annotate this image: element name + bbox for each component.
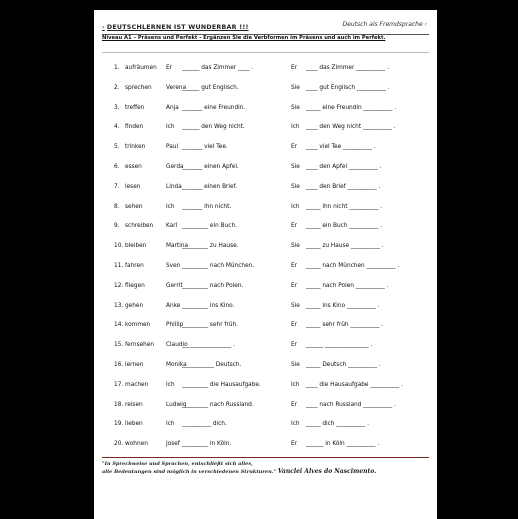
- perfect-subject: Ich: [291, 381, 300, 388]
- perfect-subject: Sie: [291, 183, 300, 190]
- perfect-blank: ______ in Köln __________ .: [306, 441, 380, 448]
- footer-divider: [102, 457, 429, 458]
- present-blank: _________ nach München.: [182, 263, 255, 269]
- exercise-number: 13.: [114, 302, 124, 309]
- perfect-subject: Er: [291, 342, 298, 349]
- exercise-row: [94, 342, 437, 353]
- perfect-subject: Sie: [291, 302, 300, 309]
- exercise-number: 8.: [114, 203, 120, 210]
- perfect-subject: Er: [291, 223, 298, 230]
- perfect-blank: ____ gut Englisch __________ .: [306, 84, 390, 91]
- present-subject: Claudio: [166, 342, 188, 349]
- present-subject: Phillip: [166, 322, 184, 329]
- exercise-verb: fliegen: [125, 282, 145, 289]
- exercise-number: 14.: [114, 322, 124, 329]
- exercise-row: [94, 65, 437, 76]
- present-subject: Ich: [166, 421, 175, 428]
- present-subject: Karl: [166, 223, 178, 230]
- exercise-verb: sprechen: [125, 84, 152, 91]
- exercise-verb: aufräumen: [125, 65, 157, 71]
- exercise-row: [94, 105, 437, 116]
- present-blank: __________ dich.: [182, 421, 227, 428]
- worksheet-title: [102, 24, 249, 31]
- perfect-blank: _____ nach München __________ .: [306, 263, 400, 269]
- present-blank: _______ eine Freundin.: [182, 104, 246, 111]
- exercise-number: 3.: [114, 104, 120, 111]
- perfect-subject: Sie: [291, 362, 300, 368]
- present-subject: Monika: [166, 362, 187, 368]
- present-subject: Anja: [166, 104, 179, 111]
- exercise-row: [94, 421, 437, 432]
- present-blank: ______ das Zimmer ____ .: [182, 65, 254, 71]
- exercise-verb: kommen: [125, 322, 151, 329]
- exercise-verb: lieben: [125, 421, 143, 428]
- present-subject: Martina: [166, 243, 189, 250]
- exercise-verb: gehen: [125, 302, 144, 309]
- present-blank: _________ ins Kino.: [182, 302, 235, 309]
- present-blank: _________ nach Russland.: [182, 401, 254, 408]
- present-blank: _______ einen Apfel.: [182, 164, 239, 170]
- perfect-subject: Er: [291, 65, 298, 71]
- exercise-verb: lernen: [125, 362, 144, 368]
- present-blank: _________ sehr früh.: [182, 322, 239, 329]
- exercise-row: [94, 263, 437, 274]
- present-subject: Ich: [166, 381, 175, 388]
- present-subject: Verena: [166, 84, 187, 91]
- perfect-blank: ____ das Zimmer __________ .: [306, 65, 389, 71]
- perfect-blank: _____ ein Buch __________ .: [306, 223, 383, 230]
- present-blank: _______ ihn nicht.: [182, 203, 232, 210]
- exercise-number: 6.: [114, 164, 120, 170]
- exercise-row: [94, 303, 437, 314]
- perfect-blank: _____ eine Freundin __________ .: [306, 104, 397, 111]
- present-subject: Ich: [166, 124, 175, 131]
- present-subject: Josef: [166, 441, 180, 448]
- present-blank: _________ ein Buch.: [182, 223, 237, 230]
- present-subject: Linda: [166, 183, 182, 190]
- present-subject: Sven: [166, 263, 181, 269]
- exercise-number: 17.: [114, 381, 124, 388]
- title-text: DEUTSCHLERNEN IST WUNDERBAR !!!: [106, 24, 249, 31]
- perfect-blank: ____ den Brief __________ .: [306, 183, 381, 190]
- perfect-blank: _____ nach Polen __________ .: [306, 282, 389, 289]
- exercise-number: 4.: [114, 124, 120, 131]
- exercise-number: 16.: [114, 362, 124, 368]
- exercise-verb: bleiben: [125, 243, 147, 250]
- exercise-row: [94, 223, 437, 234]
- exercise-verb: essen: [125, 164, 142, 170]
- course-subtitle: [343, 21, 427, 28]
- worksheet-page: [94, 10, 437, 519]
- present-subject: Gerda: [166, 164, 184, 170]
- exercise-verb: wohnen: [125, 441, 148, 448]
- exercise-verb: fahren: [125, 263, 144, 269]
- present-blank: _________________ .: [182, 342, 235, 349]
- perfect-subject: Er: [291, 282, 298, 289]
- exercise-row: [94, 402, 437, 413]
- exercise-row: [94, 382, 437, 393]
- exercise-row: [94, 441, 437, 452]
- exercise-verb: machen: [125, 381, 149, 388]
- exercise-number: 11.: [114, 263, 124, 269]
- present-subject: Paul: [166, 144, 179, 151]
- perfect-subject: Ich: [291, 124, 300, 131]
- perfect-subject: Er: [291, 441, 298, 448]
- arrow-icon: ›: [102, 24, 105, 31]
- present-subject: Ludwig: [166, 401, 187, 408]
- exercise-verb: treffen: [125, 104, 145, 111]
- exercise-row: [94, 204, 437, 215]
- perfect-subject: Ich: [291, 203, 300, 210]
- exercise-verb: lesen: [125, 183, 141, 190]
- arrow-marker-icon: ‹: [424, 21, 427, 28]
- perfect-blank: _____ zu Hause __________ .: [306, 243, 384, 250]
- exercise-number: 15.: [114, 342, 124, 349]
- perfect-subject: Sie: [291, 243, 300, 250]
- quote-line-2: alle Bedeutungen sind möglich in verschiedenen Strukturen.": [102, 469, 277, 475]
- present-blank: _________ nach Polen.: [182, 282, 244, 289]
- instruction-divider: [102, 52, 429, 53]
- exercise-row: [94, 164, 437, 175]
- exercise-row: [94, 184, 437, 195]
- exercise-verb: finden: [125, 124, 144, 131]
- present-subject: Gerrit: [166, 282, 183, 289]
- perfect-blank: ____ nach Russland __________ .: [306, 401, 396, 408]
- present-blank: _______ viel Tee.: [182, 144, 228, 151]
- exercise-row: [94, 124, 437, 135]
- perfect-blank: ____ viel Tee __________ .: [306, 144, 376, 151]
- present-subject: Ich: [166, 203, 175, 210]
- subtitle-text: Deutsch als Fremdsprache: [342, 21, 423, 28]
- perfect-blank: ____ den Weg nicht __________ .: [306, 124, 396, 131]
- perfect-blank: _____ sehr früh __________ .: [306, 322, 384, 329]
- exercise-verb: trinken: [125, 144, 146, 151]
- perfect-blank: _____ Deutsch __________ .: [306, 362, 381, 368]
- present-blank: ___________ Deutsch.: [182, 362, 242, 368]
- exercise-number: 12.: [114, 282, 124, 289]
- present-subject: Er: [166, 65, 173, 71]
- exercise-row: [94, 243, 437, 254]
- perfect-subject: Er: [291, 322, 298, 329]
- exercise-number: 1.: [114, 65, 120, 71]
- exercise-number: 18.: [114, 401, 124, 408]
- exercise-verb: sehen: [125, 203, 143, 210]
- perfect-subject: Ich: [291, 421, 300, 428]
- exercise-number: 2.: [114, 84, 120, 91]
- exercise-number: 19.: [114, 421, 124, 428]
- exercise-verb: reisen: [125, 401, 143, 408]
- exercise-number: 7.: [114, 183, 120, 190]
- perfect-subject: Sie: [291, 84, 300, 91]
- perfect-blank: ____ den Apfel __________ .: [306, 164, 382, 170]
- present-blank: _______ einen Brief.: [182, 183, 238, 190]
- exercise-verb: schreiben: [125, 223, 154, 230]
- exercise-verb: fernsehen: [125, 342, 155, 349]
- perfect-subject: Sie: [291, 104, 300, 111]
- instruction-text: Niveau A1 – Präsens und Perfekt - Ergänzen Sie die Verbformen im Präsens und auch im Perfekt.: [102, 35, 386, 41]
- present-blank: _________ zu Hause.: [182, 243, 239, 250]
- perfect-blank: _____ dich __________ .: [306, 421, 369, 428]
- present-blank: ______ gut Englisch.: [182, 84, 239, 91]
- perfect-subject: Er: [291, 144, 298, 151]
- present-blank: ______ den Weg nicht.: [182, 124, 245, 131]
- perfect-subject: Er: [291, 263, 298, 269]
- perfect-blank: ______ _______________ .: [306, 342, 373, 349]
- present-blank: _________ in Köln.: [182, 441, 232, 448]
- exercise-number: 9.: [114, 223, 120, 230]
- perfect-subject: Er: [291, 401, 298, 408]
- exercise-number: 5.: [114, 144, 120, 151]
- present-blank: _________ die Hausaufgabe.: [182, 381, 261, 388]
- exercise-number: 20.: [114, 441, 124, 448]
- exercise-row: [94, 85, 437, 96]
- perfect-blank: _____ ihn nicht __________ .: [306, 203, 383, 210]
- present-subject: Anke: [166, 302, 181, 309]
- quote-author: Vanclei Alves do Nascimento.: [277, 468, 377, 475]
- exercise-row: [94, 322, 437, 333]
- exercise-row: [94, 144, 437, 155]
- exercise-number: 10.: [114, 243, 124, 250]
- perfect-blank: ____ die Hausaufgabe __________ .: [306, 381, 403, 388]
- perfect-subject: Sie: [291, 164, 300, 170]
- quote-line-1: "In Sprechweise und Sprachen, entschließt sich alles,: [102, 461, 253, 467]
- perfect-blank: _____ ins Kino __________ .: [306, 302, 380, 309]
- exercise-row: [94, 362, 437, 373]
- footer-quote: [102, 460, 376, 476]
- exercise-row: [94, 283, 437, 294]
